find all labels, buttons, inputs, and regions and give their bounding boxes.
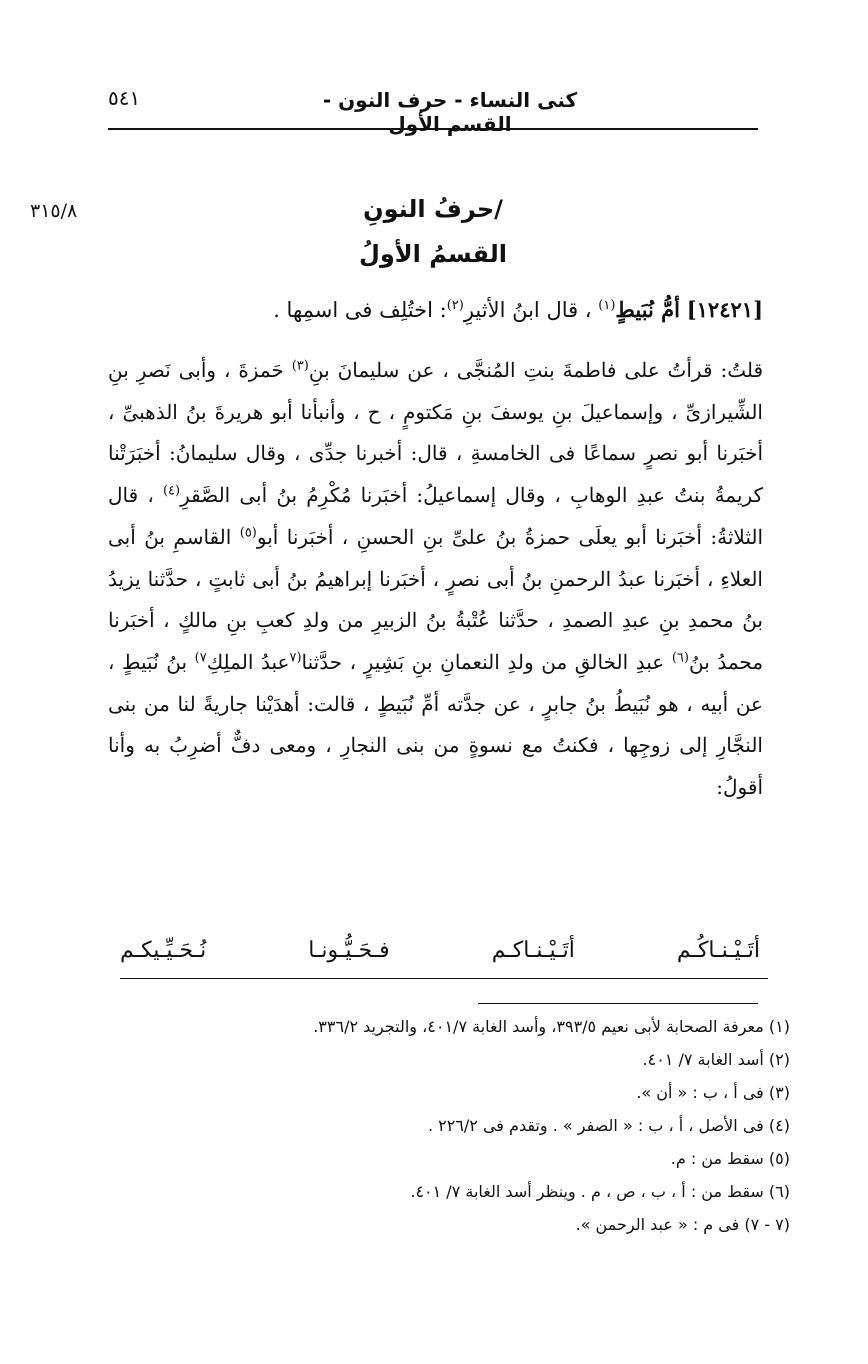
text-segment: حَمزةَ ، وأبى نَصرِ بنِ الشِّيرازىِّ ، وإسماعيلَ بنِ يوسفَ بنِ مَكتومٍ ، ح ، وأنبأنا أبو هريرةَ بنُ الذهبىِّ ، أخبَرنا أبو نصرٍ سماعًا فى الخامسةِ ، قال: أخبرنا جدِّى ، وقال سليمانُ: أخبَرَتْنا كريمةُ بنتُ عبدِ الوهابِ ، وقال إسماعيلُ: أخبَرنا مُكْرِمُ بنُ أبى الصَّقرِ [108, 358, 763, 508]
text-segment: قلتُ: قرأتُ على فاطمةَ بنتِ المُنجَّى ، عن سليمانَ بنِ [308, 358, 764, 382]
footnote: (٣) فى أ ، ب : « أن ». [636, 1083, 790, 1102]
text-segment: عبدُ الملِكِ [206, 649, 290, 674]
running-title: كنى النساء - حرف النون - القسم الأول [322, 88, 578, 136]
footnote-ref[interactable]: ٧) [194, 650, 207, 666]
footnote-ref[interactable]: (٦) [671, 650, 689, 666]
main-text [108, 350, 763, 809]
footnotes [108, 1010, 790, 1241]
footnote: (٦) سقط من : أ ، ب ، ص ، م . وينظر أسد الغابة ٧/ ٤٠١. [410, 1182, 790, 1201]
footnote-divider [478, 1003, 758, 1004]
footnote-ref[interactable]: (١) [598, 298, 616, 313]
footnote: (٥) سقط من : م. [670, 1149, 790, 1168]
poem-word: فـحَـيُّـونـا [308, 938, 390, 963]
footnote: (٧ - ٧) فى م : « عبد الرحمن ». [575, 1215, 790, 1234]
margin-reference: ٣١٥/٨ [30, 200, 78, 222]
text-segment: ، قال الثلاثةُ: أخبَرنا أبو يعلَى حمزةُ بنُ علىِّ بنِ الحسنِ ، أخبَرنا أبو [108, 483, 764, 549]
footnote: (١) معرفة الصحابة لأبى نعيم ٣٩٣/٥، وأسد الغابة ٤٠١/٧، والتجريد ٣٣٦/٢. [313, 1017, 790, 1036]
entry-text: ، قال ابنُ الأثيرِ [463, 298, 592, 322]
text-segment: بنُ نُبَيطٍ ، عن أبيه ، هو نُبَيطُ بنُ جابرٍ ، عن جدَّته أمِّ نُبَيطٍ ، قالت: أهدَيْنا جاريةً لنا من بنى النجَّارِ إلى زوجِها ، فكنتُ مع نسوةٍ من بنى النجارِ ، ومعى دفٌّ أضرِبُ به وأنا أقولُ: [108, 649, 763, 800]
section-subtitle: القسمُ الأولُ [359, 240, 507, 268]
entry-heading [108, 292, 763, 328]
header-divider [108, 128, 758, 130]
text-segment: القاسمِ بنُ أبى العلاءِ ، أخبَرنا عبدُ الرحمنِ بنُ أبى نصرٍ ، أخبَرنا إبراهيمُ بنُ أبى ثابتٍ ، حدَّثنا يزيدُ بنُ محمدِ بنِ عبدِ الصمدِ ، حدَّثنا عُتْبةُ بنُ الزبيرِ من ولدِ كعبِ بنِ مالكٍ ، أخبَرنا محمدُ بنُ [108, 524, 764, 674]
entry-text: : اختُلِف فى اسمِها . [273, 298, 447, 322]
footnote: (٤) فى الأصل ، أ ، ب : « الصفر » . وتقدم فى ٢٢٦/٢ . [427, 1116, 790, 1135]
poem-underline [120, 978, 768, 979]
footnote-ref[interactable]: (٧ [289, 650, 302, 666]
page-number: ٥٤١ [108, 86, 141, 110]
footnote-ref[interactable]: (٤) [162, 483, 181, 499]
footnote-ref[interactable]: (٣) [291, 358, 309, 374]
footnote: (٢) أسد الغابة ٧/ ٤٠١. [642, 1050, 790, 1069]
poem-word: نُـحَـيِّـيكـم [120, 938, 207, 963]
text-segment: عبدِ الخالقِ من ولدِ النعمانِ بنِ بَشِيرٍ ، حدَّثنا [301, 649, 665, 674]
poem-verse [120, 938, 760, 963]
poem-word: أتَـيْـنـاكُـم [676, 938, 760, 963]
entry-number: [١٢٤٢١] [686, 297, 763, 322]
section-title: /حرفُ النونِ [363, 195, 503, 223]
entry-name: أمُّ نُبَيطٍ [615, 297, 681, 322]
poem-word: أتَـيْـنـاكـم [491, 938, 575, 963]
footnote-ref[interactable]: (٥) [239, 525, 257, 541]
footnote-ref[interactable]: (٢) [446, 298, 464, 313]
